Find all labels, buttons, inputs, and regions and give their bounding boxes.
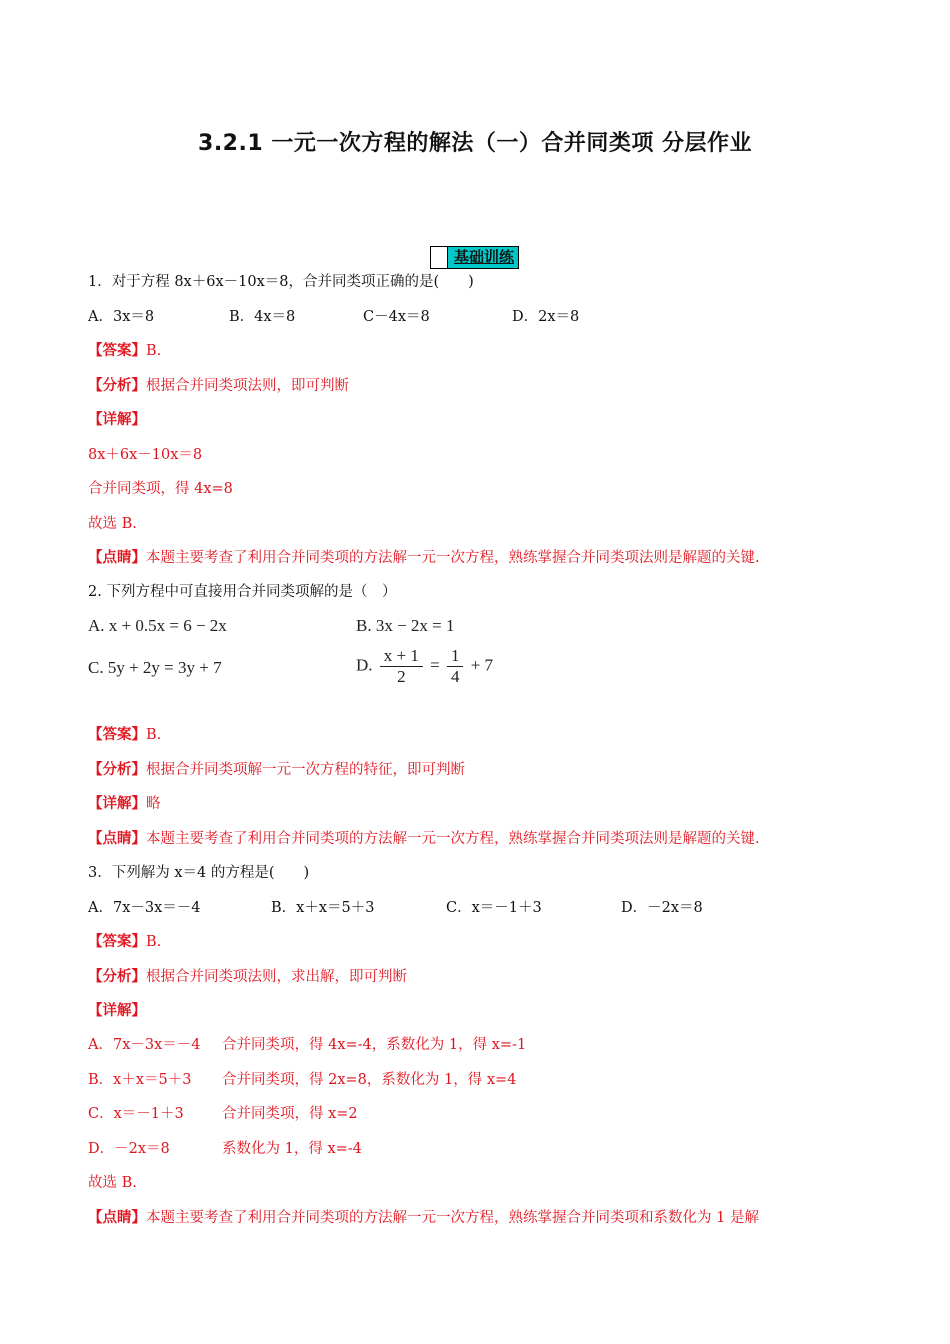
q2-option-c: C. 5y + 2y = 3y + 7: [88, 658, 222, 677]
q1-option-a: A．3x＝8: [88, 309, 155, 325]
q3-detail-tag: 【详解】: [88, 1002, 146, 1019]
q1-detail-line-1: 8x＋6x－10x＝8: [88, 447, 203, 463]
q2-option-d: [356, 646, 493, 687]
q2-option-d-numerator-1: x + 1: [380, 646, 423, 667]
q1-analysis: [88, 376, 349, 396]
q1-detail-tag: 【详解】: [88, 411, 146, 428]
q3-detail: [88, 1001, 146, 1021]
q3-detail-row-a-eq: A．7x－3x＝－4: [88, 1037, 201, 1053]
q3-detail-row-b-step: 合并同类项，得 2x=8，系数化为 1，得 x=4: [222, 1072, 517, 1088]
section-checkbox-square: [431, 247, 448, 268]
q2-option-d-denominator-1: 2: [397, 667, 406, 686]
section-label: 基础训练: [448, 247, 518, 268]
q2-option-b: B. 3x − 2x = 1: [356, 616, 455, 635]
q3-answer-value: B.: [146, 934, 162, 950]
page-title: 3.2.1 一元一次方程的解法（一）合并同类项 分层作业: [198, 131, 752, 156]
q3-comment-text: 本题主要考查了利用合并同类项的方法解一元一次方程，熟练掌握合并同类项和系数化为 1 是解: [146, 1210, 759, 1226]
q3-detail-row-b-eq: B．x＋x＝5＋3: [88, 1072, 192, 1088]
q2-comment: [88, 829, 760, 849]
q1-stem: 1．对于方程 8x＋6x－10x＝8，合并同类项正确的是( ): [88, 274, 474, 290]
q2-comment-tag: 【点睛】: [88, 830, 146, 847]
q1-option-d: D．2x＝8: [512, 309, 580, 325]
q2-analysis-text: 根据合并同类项解一元一次方程的特征，即可判断: [146, 762, 465, 778]
q2-option-d-denominator-2: 4: [450, 667, 460, 686]
q1-comment-text: 本题主要考查了利用合并同类项的方法解一元一次方程，熟练掌握合并同类项法则是解题的关键.: [146, 550, 760, 566]
q3-detail-row-a-step: 合并同类项，得 4x=-4，系数化为 1，得 x=-1: [222, 1037, 527, 1053]
q1-analysis-text: 根据合并同类项法则，即可判断: [146, 378, 349, 394]
q3-detail-row-d-step: 系数化为 1，得 x=-4: [222, 1141, 362, 1157]
q3-option-c: C．x＝－1＋3: [446, 900, 542, 916]
q2-option-d-equals: =: [430, 655, 440, 675]
q2-detail-tag: 【详解】: [88, 795, 146, 812]
section-header: [430, 246, 519, 269]
q3-analysis-tag: 【分析】: [88, 968, 146, 985]
q2-option-a: A. x + 0.5x = 6 − 2x: [88, 616, 227, 635]
q2-answer-value: B.: [146, 727, 162, 743]
q1-answer: [88, 341, 161, 361]
q1-detail-line-2: 合并同类项，得 4x=8: [88, 481, 233, 497]
q3-option-d: D．－2x＝8: [621, 900, 703, 916]
q3-option-b: B．x＋x＝5＋3: [271, 900, 375, 916]
q1-option-c: C－4x＝8: [363, 309, 430, 325]
q1-comment-tag: 【点睛】: [88, 549, 146, 566]
q1-detail: [88, 410, 146, 430]
q3-analysis: [88, 967, 407, 987]
q2-stem: 2. 下列方程中可直接用合并同类项解的是（ ）: [88, 584, 397, 600]
q2-detail-text: 略: [146, 796, 161, 812]
q3-conclusion: 故选 B.: [88, 1175, 137, 1191]
q1-option-b: B．4x＝8: [229, 309, 296, 325]
q2-answer-tag: 【答案】: [88, 726, 146, 743]
q3-detail-row-d-eq: D．－2x＝8: [88, 1141, 170, 1157]
q2-detail: [88, 794, 161, 814]
q1-answer-value: B.: [146, 343, 162, 359]
q2-analysis-tag: 【分析】: [88, 761, 146, 778]
q1-conclusion: 故选 B.: [88, 516, 137, 532]
q1-analysis-tag: 【分析】: [88, 377, 146, 394]
q2-option-d-tail: + 7: [470, 655, 494, 675]
q2-answer: [88, 725, 161, 745]
q3-comment-tag: 【点睛】: [88, 1209, 146, 1226]
q3-option-a: A．7x－3x＝－4: [88, 900, 201, 916]
q2-option-d-fraction-1: [380, 646, 423, 687]
q3-analysis-text: 根据合并同类项法则，求出解，即可判断: [146, 969, 407, 985]
q2-option-d-letter: D.: [356, 655, 373, 675]
q2-option-d-fraction-2: [447, 646, 464, 687]
q3-detail-row-c-step: 合并同类项，得 x=2: [222, 1106, 358, 1122]
q3-detail-row-c-eq: C．x＝－1＋3: [88, 1106, 184, 1122]
q1-comment: [88, 548, 760, 568]
q1-answer-tag: 【答案】: [88, 342, 146, 359]
q3-comment: [88, 1208, 759, 1228]
q2-option-d-numerator-2: 1: [447, 646, 464, 667]
q3-answer-tag: 【答案】: [88, 933, 146, 950]
q3-stem: 3．下列解为 x＝4 的方程是( ): [88, 865, 310, 881]
q3-answer: [88, 932, 161, 952]
q2-comment-text: 本题主要考查了利用合并同类项的方法解一元一次方程，熟练掌握合并同类项法则是解题的关键.: [146, 831, 760, 847]
q2-analysis: [88, 760, 465, 780]
